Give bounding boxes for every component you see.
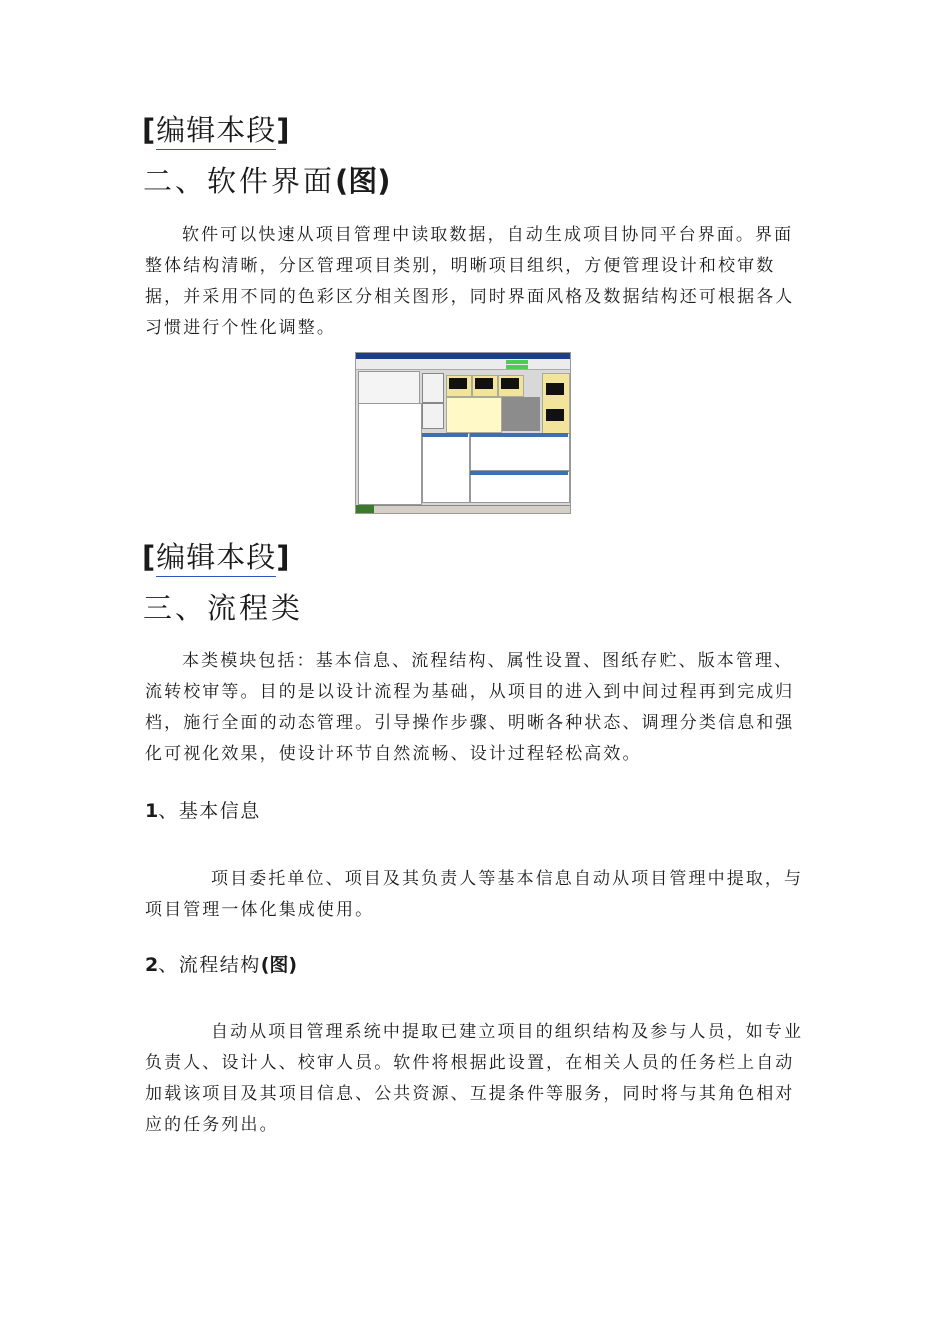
section-heading-software-ui: 二、软件界面(图) [143,164,391,198]
edit-link-label[interactable]: 编辑本段 [156,112,276,150]
software-ui-screenshot [355,352,571,514]
subsection-heading-process-structure: 2、流程结构(图) [145,954,298,976]
paragraph-software-ui: 软件可以快速从项目管理中读取数据，自动生成项目协同平台界面。界面整体结构清晰，分区管理项目类别，明晰项目组织，方便管理设计和校审数据，并采用不同的色彩区分相关图形，同时界面风格及数据结构还可根据各人习惯进行个性化调整。 [145,225,795,338]
edit-link-label[interactable]: 编辑本段 [156,539,276,577]
paragraph-basic-info: 项目委托单位、项目及其负责人等基本信息自动从项目管理中提取，与项目管理一体化集成使用。 [145,869,804,920]
subsection-heading-basic-info: 1、基本信息 [145,800,261,822]
edit-section-link-2[interactable]: [编辑本段] [142,539,291,577]
paragraph-process-structure: 自动从项目管理系统中提取已建立项目的组织结构及参与人员，如专业负责人、设计人、校审人员。软件将根据此设置，在相关人员的任务栏上自动加载该项目及其项目信息、公共资源、互提条件等服务，同时将与其角色相对应的任务列出。 [145,1022,804,1135]
section-heading-process: 三、流程类 [143,591,304,625]
edit-section-link-1[interactable]: [编辑本段] [142,112,291,150]
paragraph-process-intro: 本类模块包括：基本信息、流程结构、属性设置、图纸存贮、版本管理、流转校审等。目的是以设计流程为基础，从项目的进入到中间过程再到完成归档，施行全面的动态管理。引导操作步骤、明晰各种状态、调理分类信息和强化可视化效果，使设计环节自然流畅、设计过程轻松高效。 [145,651,795,764]
